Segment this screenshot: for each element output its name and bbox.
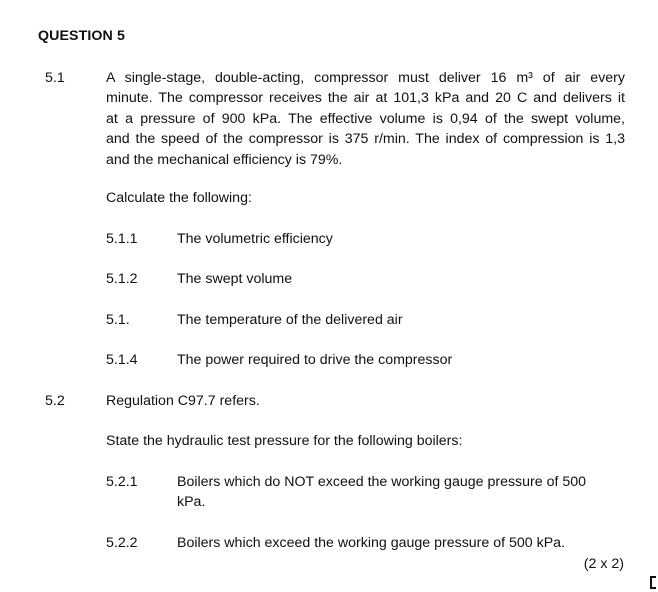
paragraph-line: A single-stage, double-acting, compressor must deliver 16 m³ of air every	[106, 70, 625, 86]
subquestion-5-2-2-text: Boilers which exceed the working gauge pressure of 500 kPa.	[177, 535, 566, 551]
subquestion-5-1-2-number: 5.1.2	[106, 271, 138, 287]
subquestion-5-1-1-text: The volumetric efficiency	[177, 231, 333, 247]
subquestion-5-1-3-number: 5.1.	[106, 312, 130, 328]
question-5-2-number: 5.2	[45, 393, 65, 409]
subquestion-5-1-3-text: The temperature of the delivered air	[177, 312, 403, 328]
question-5-2-instruction: State the hydraulic test pressure for the following boilers:	[106, 433, 463, 449]
subquestion-5-2-2-number: 5.2.2	[106, 535, 138, 551]
question-5-1-number: 5.1	[45, 70, 65, 86]
question-title: QUESTION 5	[38, 28, 125, 44]
question-5-1-paragraph	[106, 68, 625, 170]
subquestion-5-2-1-number: 5.2.1	[106, 474, 138, 490]
question-5-1-instruction: Calculate the following:	[106, 190, 252, 206]
margin-bracket-mark	[650, 576, 652, 589]
marks-allocation: (2 x 2)	[583, 556, 624, 572]
subquestion-5-1-2-text: The swept volume	[177, 271, 293, 287]
paragraph-line: at a pressure of 900 kPa. The effective volume is 0,94 of the swept volume,	[106, 110, 625, 127]
paragraph-line: and the mechanical efficiency is 79%.	[106, 151, 343, 168]
subquestion-5-1-1-number: 5.1.1	[106, 231, 138, 247]
subquestion-5-1-4-number: 5.1.4	[106, 352, 138, 368]
subquestion-5-2-1-text: Boilers which do NOT exceed the working gauge pressure of 500 kPa.	[177, 474, 587, 511]
question-5-2-intro: Regulation C97.7 refers.	[106, 393, 260, 409]
paragraph-line: minute. The compressor receives the air at 101,3 kPa and 20 C and delivers it	[106, 90, 625, 107]
paragraph-line: and the speed of the compressor is 375 r/min. The index of compression is 1,3	[106, 131, 625, 148]
subquestion-5-1-4-text: The power required to drive the compressor	[177, 352, 453, 368]
